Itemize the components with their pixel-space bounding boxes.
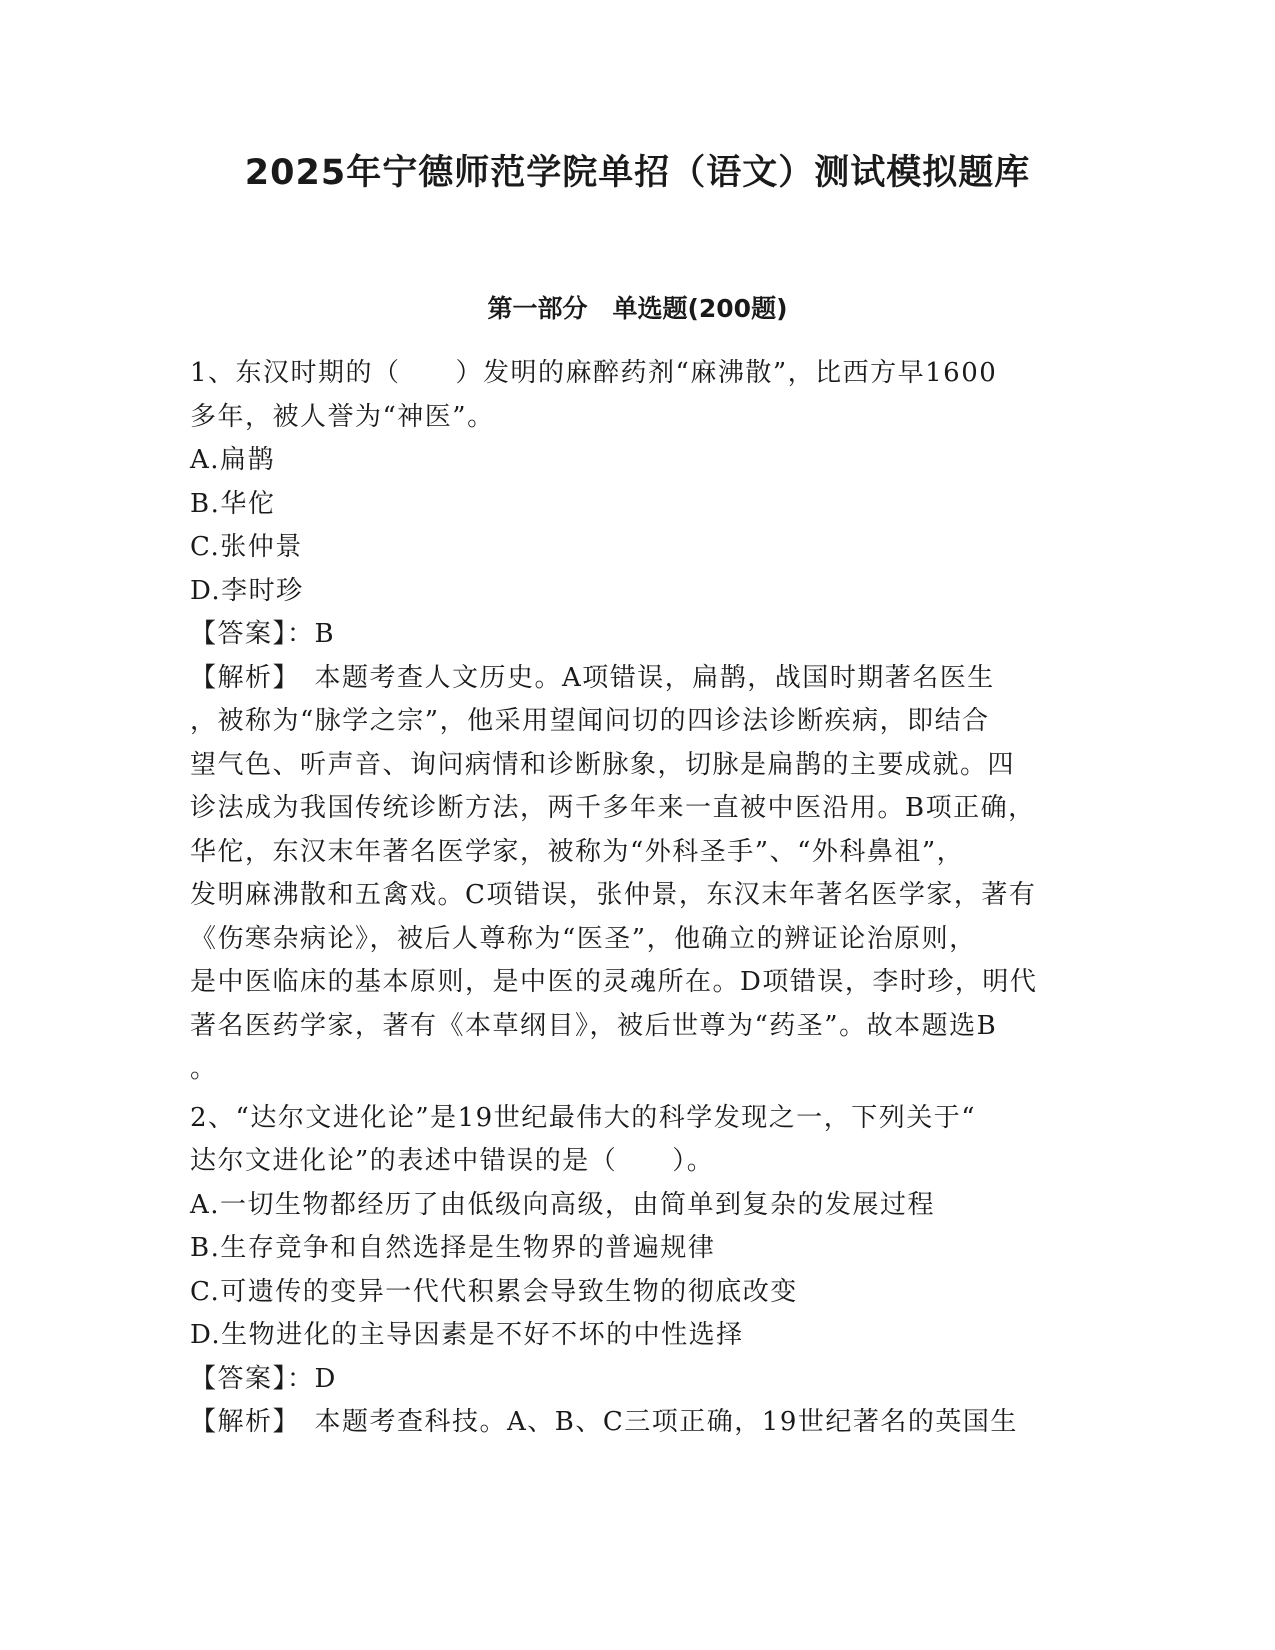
section-title: 第一部分 单选题(200题) [487,294,788,323]
option-d: D.生物进化的主导因素是不好不坏的中性选择 [190,1320,744,1350]
analysis-text: 本题考查科技。A、B、C三项正确，19世纪著名的英国生 [287,1407,1018,1437]
analysis-line: 。 [190,1054,218,1084]
analysis-label: 【解析】 [190,1407,288,1437]
analysis-line: 望气色、听声音、询问病情和诊断脉象，切脉是扁鹊的主要成就。四 [190,749,1016,780]
analysis-label: 【解析】 [190,662,288,693]
analysis-line [190,1401,1090,1445]
document-title: 2025年宁德师范学院单招（语文）测试模拟题库 [244,153,1031,193]
answer-label: 【答案】： [190,619,315,649]
option-a: A.扁鹊 [190,445,276,475]
analysis-line: 华佗，东汉末年著名医学家，被称为“外科圣手”、“外科鼻祖”， [190,836,965,867]
option-d: D.李时珍 [190,575,304,606]
analysis-line: 发明麻沸散和五禽戏。C项错误，张仲景，东汉末年著名医学家，著有 [190,880,1037,910]
answer-line [190,613,1090,657]
option-c: C.可遗传的变异一代代积累会导致生物的彻底改变 [190,1276,798,1307]
answer-value: B [314,619,336,649]
option-b: B.生存竞争和自然选择是生物界的普遍规律 [190,1233,716,1263]
analysis-line: 是中医临床的基本原则，是中医的灵魂所在。D项错误，李时珍，明代 [190,967,1038,997]
analysis-line: 著名医药学家，著有《本草纲目》，被后世尊为“药圣”。故本题选B [190,1010,998,1041]
question-1 [190,352,1090,1092]
analysis-line [190,657,1090,701]
question-stem-line: 2、“达尔文进化论”是19世纪最伟大的科学发现之一，下列关于“ [190,1102,977,1133]
analysis-line: 《伤寒杂病论》，被后人尊称为“医圣”，他确立的辨证论治原则， [190,923,977,954]
question-stem-line: 达尔文进化论”的表述中错误的是（ ）。 [190,1146,715,1176]
analysis-line: ，被称为“脉学之宗”，他采用望闻问切的四诊法诊断疾病，即结合 [190,706,990,736]
answer-value: D [314,1363,337,1394]
option-c: C.张仲景 [190,532,303,562]
option-b: B.华佗 [190,488,276,519]
answer-line [190,1358,1090,1402]
question-2 [190,1097,1090,1445]
question-list [190,352,1090,1445]
question-stem-line: 多年，被人誉为“神医”。 [190,401,495,432]
analysis-line: 诊法成为我国传统诊断方法，两千多年来一直被中医沿用。B项正确， [190,793,1036,823]
question-stem-line: 1、东汉时期的（ ）发明的麻醉药剂“麻沸散”，比西方早1600 [190,358,998,388]
answer-label: 【答案】： [190,1363,315,1394]
analysis-text: 本题考查人文历史。A项错误，扁鹊，战国时期著名医生 [287,662,995,693]
option-a: A.一切生物都经历了由低级向高级，由简单到复杂的发展过程 [190,1189,936,1220]
